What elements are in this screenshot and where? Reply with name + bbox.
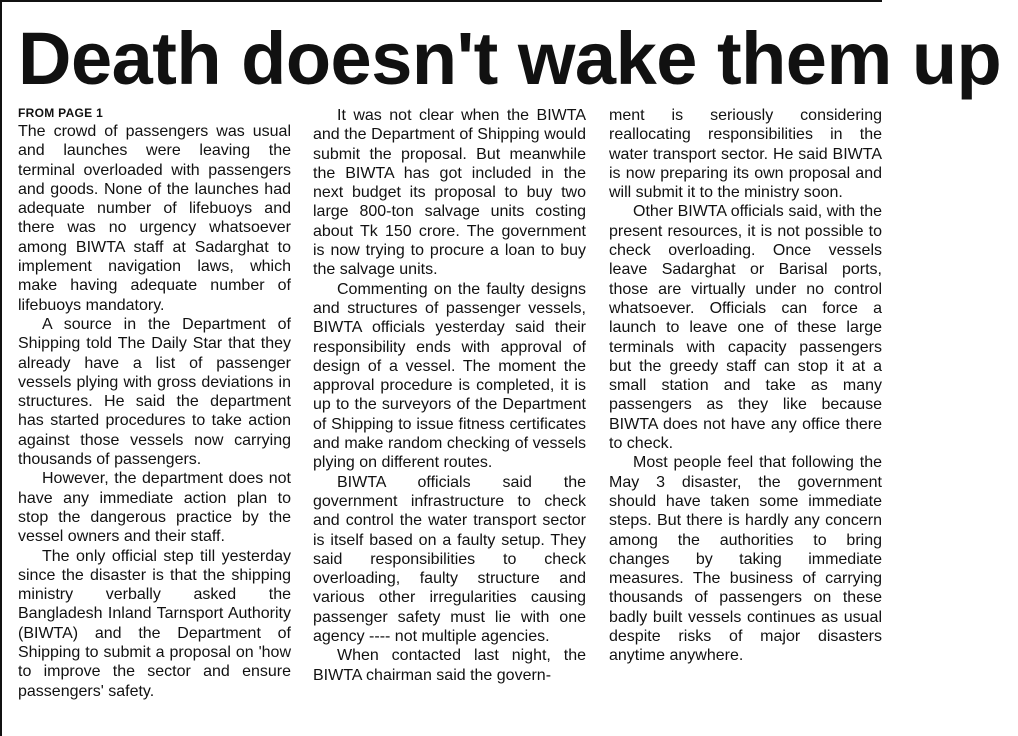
article-column-3 [609,106,882,666]
paragraph: When contacted last night, the BIWTA chairman said the govern- [313,647,586,684]
paragraph: Commenting on the faulty designs and structures of passenger vessels, BIWTA officials yesterday said their responsibility ends with approval of design of a vessel. The moment the approval procedure is completed, it is up to the surveyors of the Department of Shipping to issue fitness certificates and make random checking of vessels plying on different routes. [313,280,586,472]
article-column-1 [18,106,291,701]
kicker: FROM PAGE 1 [18,106,104,120]
paragraph: The only official step till yesterday since the disaster is that the shipping ministry verbally asked the Bangladesh Inland Tarnsport Authority (BIWTA) and the Department of Shipping to submit a proposal on 'how to improve the sector and ensure passengers' safety. [18,547,291,700]
top-rule [0,0,882,2]
paragraph: Other BIWTA officials said, with the present resources, it is not possible to check overloading. Once vessels leave Sadarghat or Barisal ports, those are virtually under no control whatsoever. Officials can force a launch to leave one of these large terminals with capacity passengers but the greedy staff can stop it at a small station and take as many passengers as they like because BIWTA does not have any office there to check. [609,203,882,453]
article-column-2 [313,106,586,685]
paragraph: It was not clear when the BIWTA and the Department of Shipping would submit the proposal. But meanwhile the BIWTA has got included in the next budget its proposal to buy two large 800-ton salvage units costing about Tk 150 crore. The government is now trying to procure a loan to buy the salvage units. [313,107,586,279]
paragraph: Most people feel that following the May 3 disaster, the government should have taken some immediate steps. But there is hardly any concern among the authorities to bring changes by taking immediate measures. The business of carrying thousands of passengers on these badly built vessels continues as usual despite risks of major disasters anytime anywhere. [609,454,882,665]
paragraph: ment is seriously considering reallocating responsibilities in the water transport sector. He said BIWTA is now preparing its own proposal and will submit it to the ministry soon. [609,107,882,202]
paragraph: A source in the Department of Shipping told The Daily Star that they already have a list of passenger vessels plying with gross deviations in structures. He said the department has started procedures to take action against those vessels now carrying thousands of passengers. [18,315,291,469]
headline: Death doesn't wake them up [18,17,1002,100]
paragraph: BIWTA officials said the government infrastructure to check and control the water transport sector is itself based on a faulty setup. They said responsibilities to check overloading, faulty structure and various other irregularities causing passenger safety must lie with one agency ---- not multiple agencies. [313,473,586,646]
left-rule [0,0,2,736]
paragraph: However, the department does not have any immediate action plan to stop the dangerous practice by the vessel owners and their staff. [18,470,291,546]
paragraph: The crowd of passengers was usual and launches were leaving the terminal overloaded with passengers and goods. None of the launches had adequate number of lifebuoys and there was no urgency whatsoever among BIWTA staff at Sadarghat to implement navigation laws, which make having adequate number of lifebuoys mandatory. [18,123,291,314]
